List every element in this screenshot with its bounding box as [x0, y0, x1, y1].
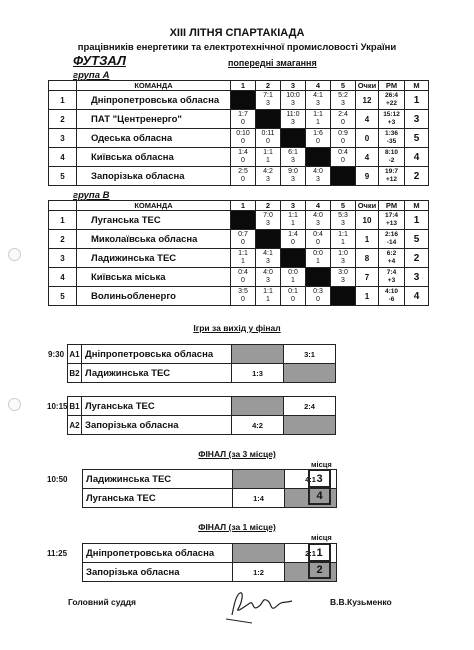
col-5: 5 [331, 201, 356, 211]
place: 5 [405, 129, 429, 148]
col-place: М [405, 201, 429, 211]
final3-places [308, 469, 331, 505]
place: 4 [405, 148, 429, 167]
score-cell: 1:4 0 [281, 230, 306, 249]
final3-title: ФІНАЛ (за 3 місце) [198, 449, 276, 459]
score-cell: 5:2 3 [331, 91, 356, 110]
score-cell: 1:6 0 [306, 129, 331, 148]
goal-diff: 1:36 -35 [379, 129, 405, 148]
team-name: Запорізька обласна [77, 167, 231, 186]
match-time: 11:25 [47, 549, 68, 558]
row-number: 2 [49, 230, 77, 249]
score-cell-dark [284, 364, 336, 383]
score-cell: 0:0 1 [281, 268, 306, 287]
goal-diff: 4:10 -6 [379, 287, 405, 306]
table-row [49, 91, 429, 110]
col-num [49, 201, 77, 211]
col-place: М [405, 81, 429, 91]
score-cell: 0:7 0 [231, 230, 256, 249]
score-cell: 0:9 0 [331, 129, 356, 148]
table-row [49, 167, 429, 186]
points: 8 [356, 249, 379, 268]
score: 1:4 [233, 489, 285, 508]
diagonal-cell [231, 211, 256, 230]
final1-places [308, 543, 331, 579]
score-cell: 2:4 0 [331, 110, 356, 129]
score-cell: 0:10 0 [231, 129, 256, 148]
team-code: А1 [68, 345, 82, 364]
row-number: 5 [49, 167, 77, 186]
sport-title: ФУТЗАЛ [73, 53, 126, 68]
group-b-label: група В [73, 190, 110, 201]
score-cell: 1:1 1 [256, 148, 281, 167]
final1-match [82, 543, 337, 582]
score-cell: 11:0 3 [281, 110, 306, 129]
score-cell: 2:5 0 [231, 167, 256, 186]
score: 4:2 [232, 416, 284, 435]
col-points: Очки [356, 201, 379, 211]
score-cell: 1:7 0 [231, 110, 256, 129]
score-cell: 6:1 3 [281, 148, 306, 167]
score-cell: 1:0 3 [331, 249, 356, 268]
score-cell: 1:1 1 [256, 287, 281, 306]
score-cell: 3:5 0 [231, 287, 256, 306]
table-row [49, 249, 429, 268]
points: 12 [356, 91, 379, 110]
score-cell: 1:1 1 [231, 249, 256, 268]
score: 2:1 [285, 544, 337, 563]
points: 0 [356, 129, 379, 148]
score-cell-dark [233, 544, 285, 563]
goal-diff: 2:16 -14 [379, 230, 405, 249]
table-row [49, 148, 429, 167]
points: 7 [356, 268, 379, 287]
score-cell: 0:4 0 [331, 148, 356, 167]
diagonal-cell [256, 110, 281, 129]
col-diff: РМ [379, 81, 405, 91]
score-cell: 1:1 1 [331, 230, 356, 249]
score-cell: 4:1 3 [256, 249, 281, 268]
team-name: Дніпропетровська обласна [77, 91, 231, 110]
diagonal-cell [256, 230, 281, 249]
team-name: Волиньобленерго [77, 287, 231, 306]
score-cell: 0:11 0 [256, 129, 281, 148]
team-name: Ладижинська ТЕС [77, 249, 231, 268]
col-num [49, 81, 77, 91]
place: 3 [405, 268, 429, 287]
diagonal-cell [281, 129, 306, 148]
score-cell: 0:4 0 [231, 268, 256, 287]
diagonal-cell [306, 148, 331, 167]
table-row [49, 129, 429, 148]
score-cell: 4:0 3 [306, 211, 331, 230]
points: 4 [356, 148, 379, 167]
score: 1:3 [232, 364, 284, 383]
place-label: місця [311, 460, 332, 469]
match-time: 10:15 [47, 402, 68, 411]
goal-diff: 17:4 +13 [379, 211, 405, 230]
diagonal-cell [331, 287, 356, 306]
team-name: Луганська ТЕС [83, 489, 233, 508]
group-a-label: група А [73, 70, 110, 81]
score: 4:1 [285, 470, 337, 489]
col-4: 4 [306, 81, 331, 91]
score-cell: 7:1 3 [256, 91, 281, 110]
col-4: 4 [306, 201, 331, 211]
col-team: КОМАНДА [77, 81, 231, 91]
row-number: 4 [49, 268, 77, 287]
table-row [49, 268, 429, 287]
score-cell: 1:4 0 [231, 148, 256, 167]
team-code: В1 [68, 397, 82, 416]
goal-diff: 15:12 +3 [379, 110, 405, 129]
semifinal-1 [67, 344, 336, 383]
row-number: 3 [49, 249, 77, 268]
stage-title: попередні змагання [228, 58, 317, 68]
table-row [49, 230, 429, 249]
score: 2:4 [284, 397, 336, 416]
score-cell: 1:1 1 [281, 211, 306, 230]
team-name: Дніпропетровська обласна [82, 345, 232, 364]
score-cell-dark [233, 470, 285, 489]
goal-diff: 8:10 -2 [379, 148, 405, 167]
goal-diff: 19:7 +12 [379, 167, 405, 186]
group-a-table [48, 80, 429, 186]
place: 1 [405, 211, 429, 230]
col-points: Очки [356, 81, 379, 91]
points: 1 [356, 230, 379, 249]
place-value: 2 [309, 561, 330, 578]
points: 1 [356, 287, 379, 306]
score-cell: 5:3 3 [331, 211, 356, 230]
row-number: 1 [49, 211, 77, 230]
place-value: 4 [309, 487, 330, 504]
score-cell: 10:0 3 [281, 91, 306, 110]
score-cell-dark [232, 397, 284, 416]
score-cell: 4:0 3 [306, 167, 331, 186]
col-5: 5 [331, 81, 356, 91]
score-cell: 0:0 1 [306, 249, 331, 268]
score-cell: 4:0 3 [256, 268, 281, 287]
place: 4 [405, 287, 429, 306]
place: 2 [405, 249, 429, 268]
col-1: 1 [231, 81, 256, 91]
team-name: Запорізька обласна [83, 563, 233, 582]
place-label: місця [311, 533, 332, 542]
table-row [49, 110, 429, 129]
judge-role: Головний суддя [68, 597, 137, 607]
score-cell: 3:0 3 [331, 268, 356, 287]
col-3: 3 [281, 81, 306, 91]
score: 1:2 [233, 563, 285, 582]
team-name: Запорізька обласна [82, 416, 232, 435]
final3-match [82, 469, 337, 508]
diagonal-cell [306, 268, 331, 287]
diagonal-cell [231, 91, 256, 110]
team-code: В2 [68, 364, 82, 383]
points: 9 [356, 167, 379, 186]
page-title: XIII ЛІТНЯ СПАРТАКІАДА [169, 27, 305, 39]
col-diff: РМ [379, 201, 405, 211]
score-cell: 0:1 0 [281, 287, 306, 306]
place-value: 3 [309, 470, 330, 487]
place: 2 [405, 167, 429, 186]
group-b-body [49, 211, 429, 306]
place: 3 [405, 110, 429, 129]
goal-diff: 26:4 +22 [379, 91, 405, 110]
punch-hole-top [8, 248, 21, 261]
score-cell-dark [232, 345, 284, 364]
score-cell: 4:2 3 [256, 167, 281, 186]
diagonal-cell [281, 249, 306, 268]
row-number: 5 [49, 287, 77, 306]
punch-hole-bottom [8, 398, 21, 411]
score-cell: 4:1 3 [306, 91, 331, 110]
team-name: Київська обласна [77, 148, 231, 167]
page-subtitle: працівників енергетики та електротехнічної промисловості України [77, 42, 397, 53]
score: 3:1 [284, 345, 336, 364]
final1-title: ФІНАЛ (за 1 місце) [198, 522, 276, 532]
row-number: 2 [49, 110, 77, 129]
goal-diff: 7:4 +3 [379, 268, 405, 287]
score-cell-dark [284, 416, 336, 435]
group-b-table [48, 200, 429, 306]
playoffs-title: Ігри за вихід у фінал [193, 323, 281, 333]
team-name: Луганська ТЕС [82, 397, 232, 416]
team-code: А2 [68, 416, 82, 435]
col-3: 3 [281, 201, 306, 211]
team-name: Ладижинська ТЕС [82, 364, 232, 383]
score-cell: 7:0 3 [256, 211, 281, 230]
team-name: Луганська ТЕС [77, 211, 231, 230]
team-name: Ладижинська ТЕС [83, 470, 233, 489]
team-name: Дніпропетровська обласна [83, 544, 233, 563]
place-value: 1 [309, 544, 330, 561]
col-1: 1 [231, 201, 256, 211]
score-cell: 0:4 0 [306, 230, 331, 249]
score-cell: 9:0 3 [281, 167, 306, 186]
judge-name: В.В.Кузьменко [330, 597, 392, 607]
col-2: 2 [256, 201, 281, 211]
team-name: Одеська обласна [77, 129, 231, 148]
col-team: КОМАНДА [77, 201, 231, 211]
place: 5 [405, 230, 429, 249]
col-2: 2 [256, 81, 281, 91]
match-time: 9:30 [48, 350, 65, 359]
group-a-body [49, 91, 429, 186]
row-number: 3 [49, 129, 77, 148]
table-row [49, 211, 429, 230]
score-cell: 0:3 0 [306, 287, 331, 306]
row-number: 1 [49, 91, 77, 110]
goal-diff: 6:2 +4 [379, 249, 405, 268]
team-name: ПАТ "Центренерго" [77, 110, 231, 129]
diagonal-cell [331, 167, 356, 186]
team-name: Миколаївська обласна [77, 230, 231, 249]
team-name: Київська міська [77, 268, 231, 287]
semifinal-2 [67, 396, 336, 435]
points: 10 [356, 211, 379, 230]
points: 4 [356, 110, 379, 129]
match-time: 10:50 [47, 475, 68, 484]
row-number: 4 [49, 148, 77, 167]
place: 1 [405, 91, 429, 110]
table-row [49, 287, 429, 306]
score-cell: 1:1 1 [306, 110, 331, 129]
signature-image [222, 585, 302, 627]
